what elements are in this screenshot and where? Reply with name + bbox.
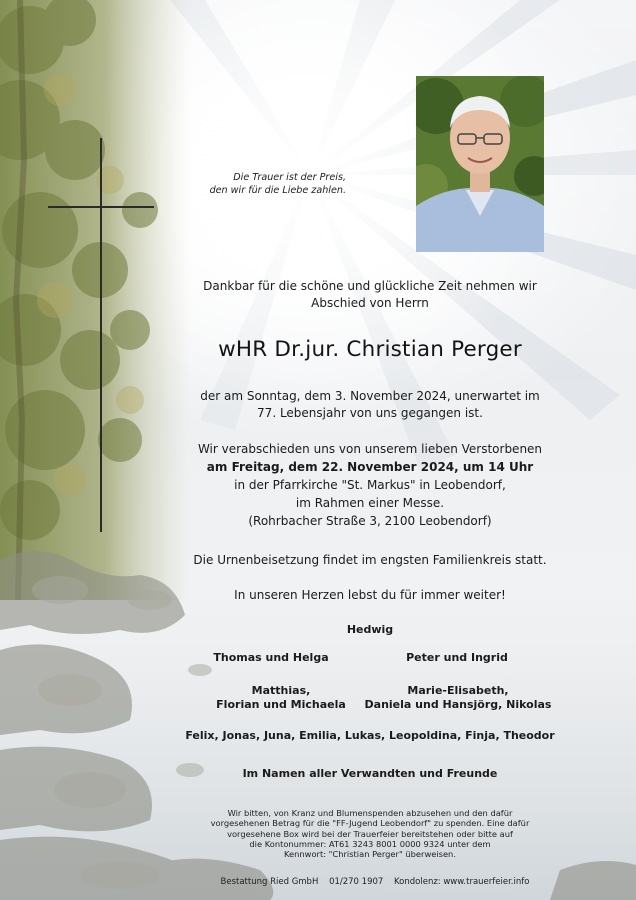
cross-horizontal-bar bbox=[48, 206, 154, 208]
cross-vertical-bar bbox=[100, 138, 102, 532]
couple-2-names: Peter und Ingrid bbox=[406, 651, 508, 664]
memorial-quote bbox=[196, 172, 346, 198]
death-notice-text bbox=[170, 388, 570, 423]
couple-1-names: Thomas und Helga bbox=[213, 651, 329, 664]
urn-burial-note: Die Urnenbeisetzung findet im engsten Familienkreis statt. bbox=[193, 553, 547, 567]
footer bbox=[210, 877, 540, 887]
mourner-couple-1 bbox=[206, 651, 336, 665]
farewell-location: in der Pfarrkirche "St. Markus" in Leobendorf, bbox=[234, 478, 506, 492]
notice-line-1: Wir bitten, von Kranz und Blumenspenden abzusehen und den dafür bbox=[227, 808, 513, 818]
tree-illustration bbox=[0, 0, 190, 600]
notice-line-2: vorgesehenen Betrag für die "FF-Jugend Leobendorf" zu spenden. Eine dafür bbox=[210, 818, 530, 829]
family-1-line-2: Florian und Michaela bbox=[216, 698, 346, 712]
mourner-wife: Hedwig bbox=[346, 623, 394, 636]
quote-line-1: Die Trauer ist der Preis, bbox=[233, 172, 346, 183]
portrait-photo bbox=[416, 76, 544, 252]
farewell-details bbox=[170, 440, 570, 530]
notice-line-4: die Kontonummer: AT61 3243 8001 0000 9324 unter dem bbox=[249, 839, 491, 850]
mourner-couple-2 bbox=[392, 651, 522, 665]
mourner-family-2 bbox=[363, 684, 553, 713]
death-line-1: der am Sonntag, dem 3. November 2024, unerwartet im bbox=[200, 389, 540, 403]
family-2-line-2: Daniela und Hansjörg, Nikolas bbox=[364, 698, 552, 712]
deceased-name: wHR Dr.jur. Christian Perger bbox=[218, 337, 522, 362]
notice-line-5: Kennwort: "Christian Perger" überweisen. bbox=[284, 849, 456, 860]
farewell-address: (Rohrbacher Straße 3, 2100 Leobendorf) bbox=[248, 514, 492, 528]
family-2-line-1: Marie-Elisabeth, bbox=[407, 684, 509, 697]
farewell-line-1: Wir verabschieden uns von unserem lieben Verstorbenen bbox=[197, 442, 543, 456]
funeral-company: Bestattung Ried GmbH bbox=[220, 877, 319, 887]
farewell-mass: im Rahmen einer Messe. bbox=[295, 496, 445, 510]
intro-line-1: Dankbar für die schöne und glückliche Zeit nehmen wir bbox=[203, 279, 537, 293]
relatives-line: Im Namen aller Verwandten und Freunde bbox=[242, 767, 498, 780]
quote-line-2: den wir für die Liebe zahlen. bbox=[209, 184, 346, 196]
notice-line-3: vorgesehene Box wird bei der Trauerfeier bereitstehen oder bitte auf bbox=[227, 828, 513, 839]
grandchildren-names: Felix, Jonas, Juna, Emilia, Lukas, Leopoldina, Finja, Theodor bbox=[185, 729, 555, 742]
company-phone: 01/270 1907 bbox=[329, 877, 384, 887]
heart-message: In unseren Herzen lebst du für immer weiter! bbox=[234, 588, 506, 602]
family-1-line-1: Matthias, bbox=[251, 684, 311, 697]
ceremony-date: am Freitag, dem 22. November 2024, um 14 Uhr bbox=[206, 460, 534, 474]
intro-text bbox=[170, 278, 570, 313]
death-line-2: 77. Lebensjahr von uns gegangen ist. bbox=[257, 406, 483, 421]
intro-line-2: Abschied von Herrn bbox=[311, 296, 429, 311]
condolence-link[interactable]: Kondolenz: www.trauerfeier.info bbox=[394, 877, 530, 887]
donation-notice bbox=[200, 808, 540, 860]
mourner-family-1 bbox=[206, 684, 356, 713]
